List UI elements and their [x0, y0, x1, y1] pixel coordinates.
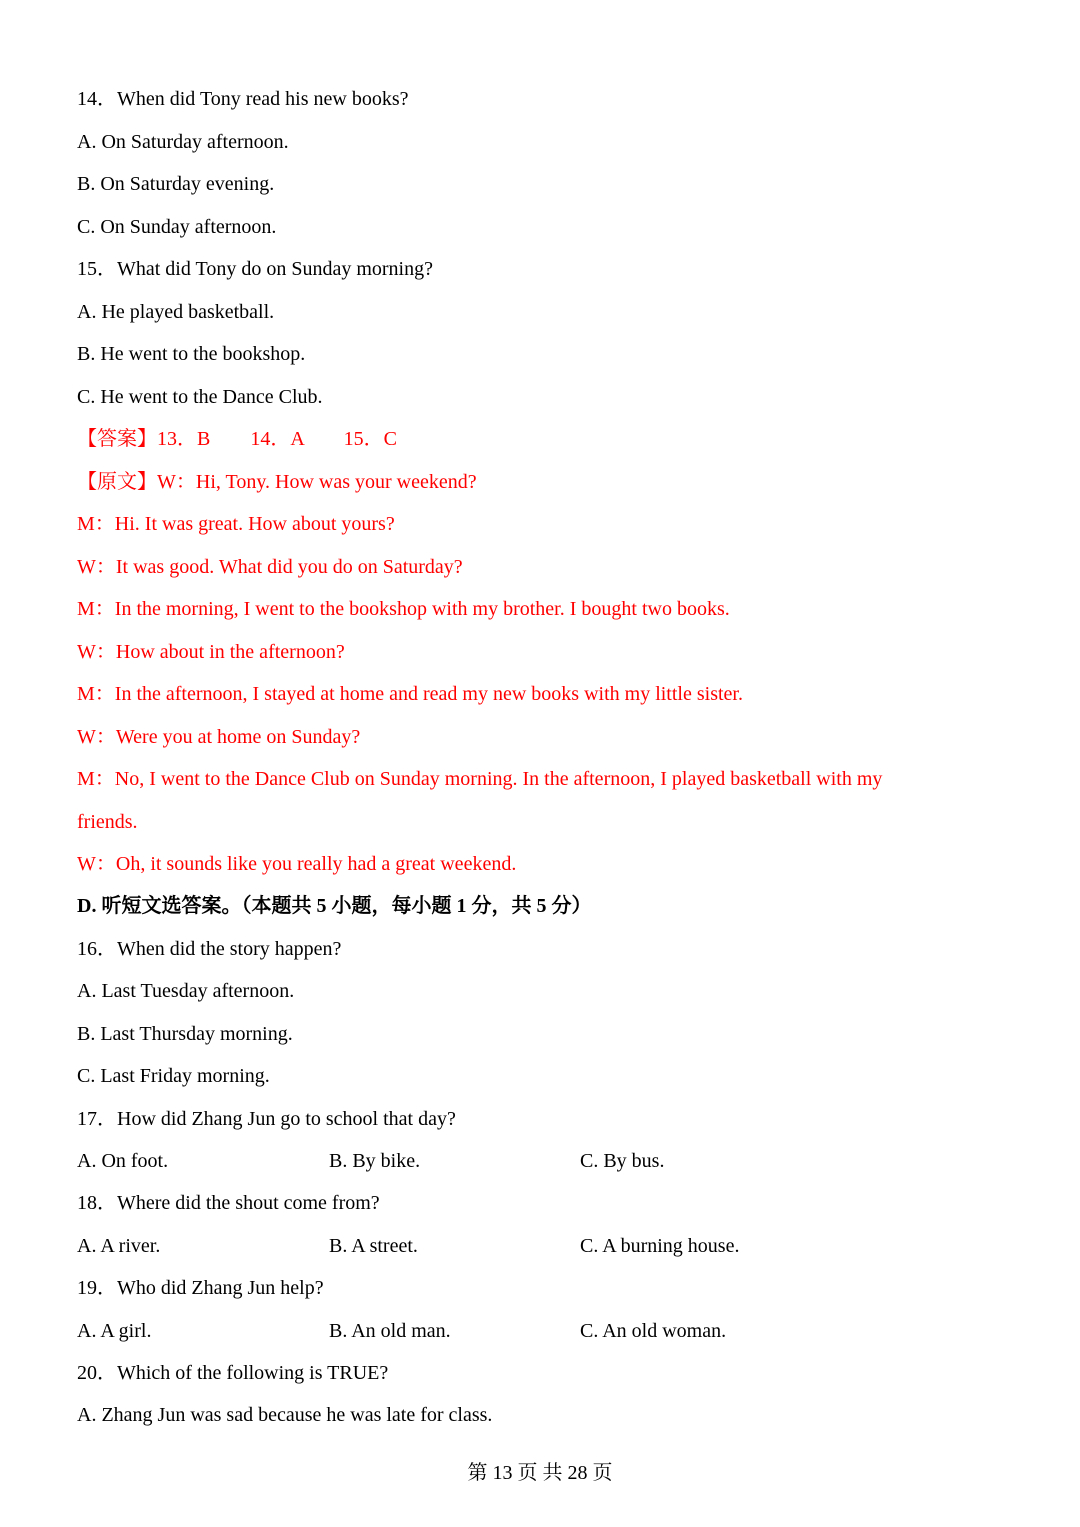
option-20a: A. Zhang Jun was sad because he was late for class.	[77, 1404, 493, 1426]
section-d-heading: D. 听短文选答案。（本题共 5 小题，每小题 1 分，共 5 分）	[77, 895, 592, 917]
option-17b: B. By bike.	[329, 1150, 421, 1172]
option-15b: B. He went to the bookshop.	[77, 343, 306, 365]
question-19: 19．Who did Zhang Jun help?	[77, 1277, 324, 1299]
transcript-line: friends.	[77, 811, 138, 833]
transcript-line: W：How about in the afternoon?	[77, 641, 345, 663]
transcript-line: 【原文】W：Hi, Tony. How was your weekend?	[77, 471, 477, 493]
option-16b: B. Last Thursday morning.	[77, 1023, 293, 1045]
question-15: 15．What did Tony do on Sunday morning?	[77, 258, 433, 280]
question-20: 20．Which of the following is TRUE?	[77, 1362, 389, 1384]
transcript-line: W：It was good. What did you do on Saturday?	[77, 556, 463, 578]
option-16c: C. Last Friday morning.	[77, 1065, 270, 1087]
transcript-line: M：Hi. It was great. How about yours?	[77, 513, 395, 535]
option-19b: B. An old man.	[329, 1320, 451, 1342]
option-18c: C. A burning house.	[580, 1235, 740, 1257]
option-14c: C. On Sunday afternoon.	[77, 216, 277, 238]
question-17: 17．How did Zhang Jun go to school that day?	[77, 1108, 456, 1130]
answer-key: 【答案】13．B 14．A 15．C	[77, 428, 398, 450]
option-17c: C. By bus.	[580, 1150, 665, 1172]
option-15a: A. He played basketball.	[77, 301, 275, 323]
option-18b: B. A street.	[329, 1235, 418, 1257]
option-16a: A. Last Tuesday afternoon.	[77, 980, 295, 1002]
transcript-line: M：No, I went to the Dance Club on Sunday morning. In the afternoon, I played basketball with my	[77, 768, 883, 790]
option-18a: A. A river.	[77, 1235, 161, 1257]
transcript-line: W：Oh, it sounds like you really had a great weekend.	[77, 853, 517, 875]
option-14a: A. On Saturday afternoon.	[77, 131, 289, 153]
transcript-line: M：In the morning, I went to the bookshop with my brother. I bought two books.	[77, 598, 730, 620]
transcript-line: M：In the afternoon, I stayed at home and read my new books with my little sister.	[77, 683, 743, 705]
option-19c: C. An old woman.	[580, 1320, 727, 1342]
question-16: 16．When did the story happen?	[77, 938, 342, 960]
option-19a: A. A girl.	[77, 1320, 152, 1342]
option-14b: B. On Saturday evening.	[77, 173, 275, 195]
question-18: 18．Where did the shout come from?	[77, 1192, 380, 1214]
transcript-line: W：Were you at home on Sunday?	[77, 726, 361, 748]
option-15c: C. He went to the Dance Club.	[77, 386, 323, 408]
option-17a: A. On foot.	[77, 1150, 169, 1172]
page-footer: 第 13 页 共 28 页	[467, 1462, 613, 1484]
question-14: 14．When did Tony read his new books?	[77, 88, 409, 110]
